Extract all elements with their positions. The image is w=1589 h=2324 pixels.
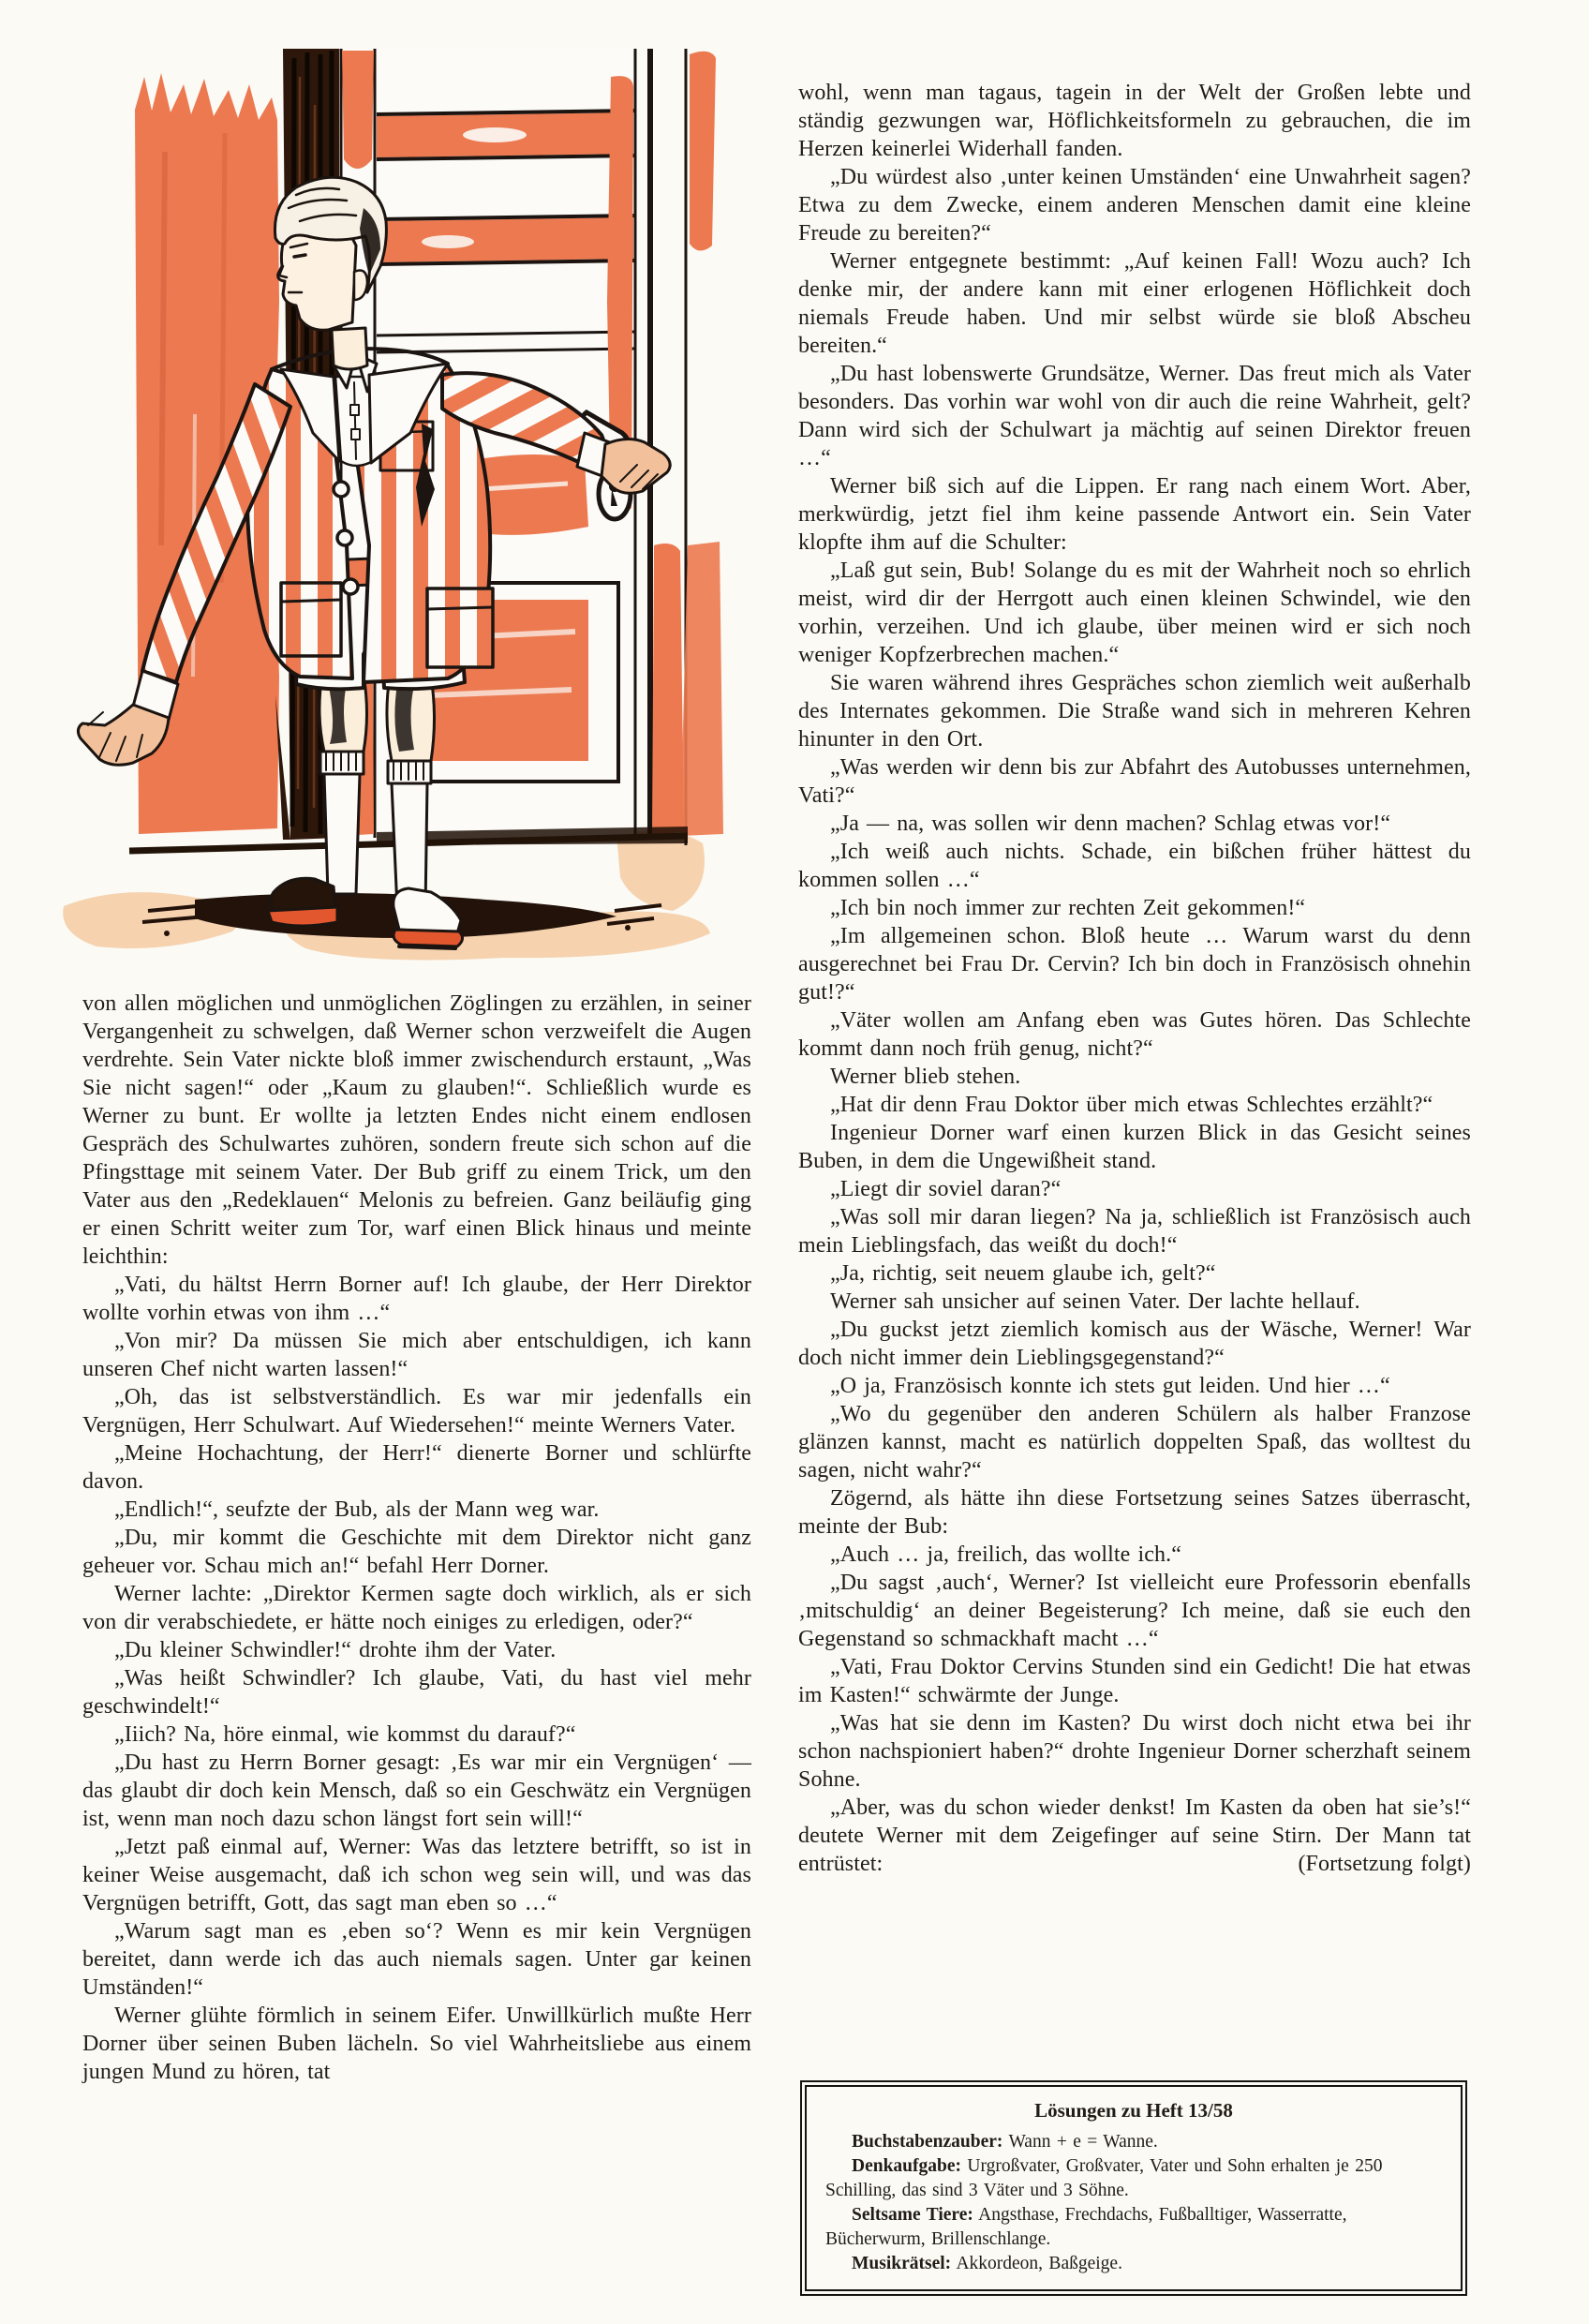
story-paragraph: „Warum sagt man es ‚eben so‘? Wenn es mir kein Vergnügen bereitet, dann werde ich das auch niemals sagen. Unter gar keinen Umständen!“ (82, 1919, 751, 2000)
solution-item: Denkaufgabe: Urgroßvater, Großvater, Vater und Sohn erhalten je 250 Schilling, das sind 3 Väter und 3 Söhne. (825, 2156, 1383, 2200)
solution-item-label: Seltsame Tiere: (852, 2205, 973, 2225)
story-paragraph: „Endlich!“, seufzte der Bub, als der Mann weg war. (114, 1497, 600, 1522)
solution-item: Musikrätsel: Akkordeon, Baßgeige. (852, 2254, 1122, 2273)
story-paragraph: „Liegt dir soviel daran?“ (830, 1177, 1062, 1201)
story-paragraph: „Du, mir kommt die Geschichte mit dem Direktor nicht ganz geheuer vor. Schau mich an!“ befahl Herr Dorner. (82, 1526, 751, 1578)
story-paragraph: „Wo du gegenüber den anderen Schülern als halber Franzose glänzen kannst, macht es natürlich doppelten Spaß, das wolltest du sagen, nicht wahr?“ (798, 1402, 1471, 1482)
story-paragraph: „Auch … ja, freilich, das wollte ich.“ (830, 1542, 1182, 1567)
solution-item-label: Denkaufgabe: (852, 2156, 962, 2176)
story-paragraph: „Was hat sie denn im Kasten? Du wirst doch nicht etwa bei ihr schon nachspioniert haben?“ drohte Ingenieur Dorner scherzhaft seinem Sohne. (798, 1711, 1471, 1792)
story-paragraph: Werner blieb stehen. (830, 1065, 1021, 1089)
solution-item-label: Buchstabenzauber: (852, 2132, 1003, 2152)
story-paragraph: „O ja, Französisch konnte ich stets gut leiden. Und hier …“ (830, 1374, 1390, 1398)
story-paragraph: „Ich bin noch immer zur rechten Zeit gekommen!“ (830, 896, 1306, 920)
story-paragraph: „Meine Hochachtung, der Herr!“ dienerte Borner und schlürfte davon. (82, 1441, 751, 1494)
story-paragraph: „Du hast lobenswerte Grundsätze, Werner. Das freut mich als Vater besonders. Das vorhin war wohl von dir auch die reine Wahrheit, gelt? Dann wird sich der Schulwart ja mächtig auf seinen Direktor freuen …“ (798, 362, 1471, 470)
story-paragraph: „Väter wollen am Anfang eben was Gutes hören. Das Schlechte kommt dann noch früh genug, nicht?“ (798, 1008, 1471, 1061)
story-paragraph: „Aber, was du schon wieder denkst! Im Kasten da oben hat sie’s!“ deutete Werner mit dem Zeigefinger auf seine Stirn. Der Mann tat entrüstet: (Fortsetzung folgt) (798, 1795, 1471, 1876)
story-paragraph: Werner biß sich auf die Lippen. Er rang nach einem Wort. Aber, merkwürdig, jetzt fiel ihm keine passende Antwort ein. Sein Vater klopfte ihm auf die Schulter: (798, 474, 1471, 555)
solutions-box (800, 2080, 1467, 2296)
story-paragraph: „Iiich? Na, höre einmal, wie kommst du darauf?“ (114, 1722, 576, 1747)
story-paragraph: „Was heißt Schwindler? Ich glaube, Vati, du hast viel mehr geschwindelt!“ (82, 1666, 751, 1719)
story-paragraph: Ingenieur Dorner warf einen kurzen Blick in das Gesicht seines Buben, in dem die Ungewißheit stand. (798, 1121, 1471, 1173)
story-paragraph: „Ich weiß auch nichts. Schade, ein bißchen früher hättest du kommen sollen …“ (798, 840, 1471, 892)
story-paragraph: von allen möglichen und unmöglichen Zöglingen zu erzählen, in seiner Vergangenheit zu schwelgen, daß Werner schon verzweifelt die Augen verdrehte. Sein Vater nickte bloß immer zwischendurch erstaunt, „Was Sie nicht sagen!“ oder „Kaum zu glauben!“. Schließlich wurde es Werner zu bunt. Er wollte ja letzten Endes nicht einem endlosen Gespräch des Schulwartes zuhören, sondern freute sich schon auf die Pfingsttage mit seinem Vater. Der Bub griff zu einem Trick, um den Vater aus den „Redeklauen“ Melonis zu befreien. Ganz beiläufig ging er einen Schritt weiter zum Tor, warf einen Blick hinaus und meinte leichthin: (82, 991, 751, 1269)
right-column (798, 79, 1471, 2273)
story-paragraph: Werner glühte förmlich in seinem Eifer. Unwillkürlich mußte Herr Dorner über seinen Buben lächeln. So viel Wahrheitsliebe aus einem jungen Mund zu hören, tat (82, 2004, 751, 2084)
story-paragraph: „Ja — na, was sollen wir denn machen? Schlag etwas vor!“ (830, 812, 1391, 836)
left-column (82, 990, 751, 2086)
story-paragraph: Sie waren während ihres Gespräches schon ziemlich weit außerhalb des Internates gekommen. Die Straße wand sich in mehreren Kehren hinunter in den Ort. (798, 671, 1471, 752)
story-paragraph: Werner lachte: „Direktor Kermen sagte doch wirklich, als er sich von dir verabschiedete, er hätte noch einiges zu erledigen, oder?“ (82, 1582, 751, 1634)
story-paragraph: „Vati, Frau Doktor Cervins Stunden sind ein Gedicht! Die hat etwas im Kasten!“ schwärmte der Junge. (798, 1655, 1471, 1707)
story-paragraph: „Was soll mir daran liegen? Na ja, schließlich ist Französisch auch mein Lieblingsfach, das weißt du doch!“ (798, 1205, 1471, 1258)
story-paragraph: „Hat dir denn Frau Doktor über mich etwas Schlechtes erzählt?“ (830, 1093, 1433, 1117)
story-paragraph: „Was werden wir denn bis zur Abfahrt des Autobusses unternehmen, Vati?“ (798, 755, 1471, 808)
story-paragraph: „Jetzt paß einmal auf, Werner: Was das letztere betrifft, so ist in keiner Weise ausgemacht, daß ich schon weg sein will, und was das Vergnügen betrifft, Gott, das sagt man eben so …“ (82, 1835, 751, 1915)
solutions-title: Lösungen zu Heft 13/58 (1034, 2099, 1233, 2122)
story-paragraph: wohl, wenn man tagaus, tagein in der Welt der Großen lebte und ständig gezwungen war, Höflichkeitsformeln zu gebrauchen, die im Herzen keinerlei Widerhall fanden. (798, 81, 1471, 161)
story-paragraph: „Laß gut sein, Bub! Solange du es mit der Wahrheit noch so ehrlich meist, wird dir der Herrgott auch einen kleinen Schwindel, wie den vorhin, verzeihen. Und ich glaube, über meinen wird er sich noch weniger Kopfzerbrechen machen.“ (798, 559, 1471, 667)
story-paragraph: „Du guckst jetzt ziemlich komisch aus der Wäsche, Werner! War doch nicht immer dein Lieblingsgegenstand?“ (798, 1318, 1471, 1370)
story-paragraph: „Ja, richtig, seit neuem glaube ich, gelt?“ (830, 1261, 1216, 1286)
story-illustration-svg (54, 21, 789, 973)
story-paragraph: „Du sagst ‚auch‘, Werner? Ist vielleicht eure Professorin ebenfalls ‚mitschuldig‘ an deiner Begeisterung? Ich meine, daß sie euch den Gegenstand so schmackhaft macht …“ (798, 1571, 1471, 1651)
solution-item-label: Musikrätsel: (852, 2254, 952, 2273)
story-paragraph: „Von mir? Da müssen Sie mich aber entschuldigen, ich kann unseren Chef nicht warten lassen!“ (82, 1329, 751, 1381)
solution-item: Buchstabenzauber: Wann + e = Wanne. (852, 2132, 1158, 2152)
solution-item: Seltsame Tiere: Angsthase, Frechdachs, Fußballtiger, Wasserratte, Bücherwurm, Brillenschlange. (825, 2205, 1347, 2249)
continuation-note: (Fortsetzung folgt) (1298, 1852, 1471, 1876)
story-illustration (54, 21, 789, 973)
story-paragraph: Zögernd, als hätte ihn diese Fortsetzung seines Satzes überrascht, meinte der Bub: (798, 1486, 1471, 1539)
story-paragraph: „Du hast zu Herrn Borner gesagt: ‚Es war mir ein Vergnügen‘ — das glaubt dir doch kein Mensch, daß so ein Geschwätz ein Vergnügen ist, wenn man noch dazu schon längst fort sein will!“ (82, 1750, 751, 1831)
story-paragraph: „Du kleiner Schwindler!“ drohte ihm der Vater. (114, 1638, 557, 1662)
story-paragraph: „Vati, du hältst Herrn Borner auf! Ich glaube, der Herr Direktor wollte vorhin etwas von ihm …“ (82, 1273, 751, 1325)
story-paragraph: Werner sah unsicher auf seinen Vater. Der lachte hellauf. (830, 1289, 1360, 1314)
solutions-items (825, 2130, 1442, 2276)
story-paragraph: „Du würdest also ‚unter keinen Umständen‘ eine Unwahrheit sagen? Etwa zu dem Zwecke, einem anderen Menschen damit eine kleine Freude zu bereiten?“ (798, 165, 1471, 246)
story-paragraph: Werner entgegnete bestimmt: „Auf keinen Fall! Wozu auch? Ich denke mir, der andere kann mit einer erlogenen Höflichkeit doch niemals Freude haben. Und mir selbst würde sie bloß Abscheu bereiten.“ (798, 249, 1471, 358)
story-paragraph: „Im allgemeinen schon. Bloß heute … Warum warst du denn ausgerechnet bei Frau Dr. Cervin? Ich bin doch in Französisch ohnehin gut!?“ (798, 924, 1471, 1005)
right-column-text (798, 79, 1471, 1878)
story-paragraph: „Oh, das ist selbstverständlich. Es war mir jedenfalls ein Vergnügen, Herr Schulwart. Auf Wiedersehen!“ meinte Werners Vater. (82, 1385, 751, 1438)
